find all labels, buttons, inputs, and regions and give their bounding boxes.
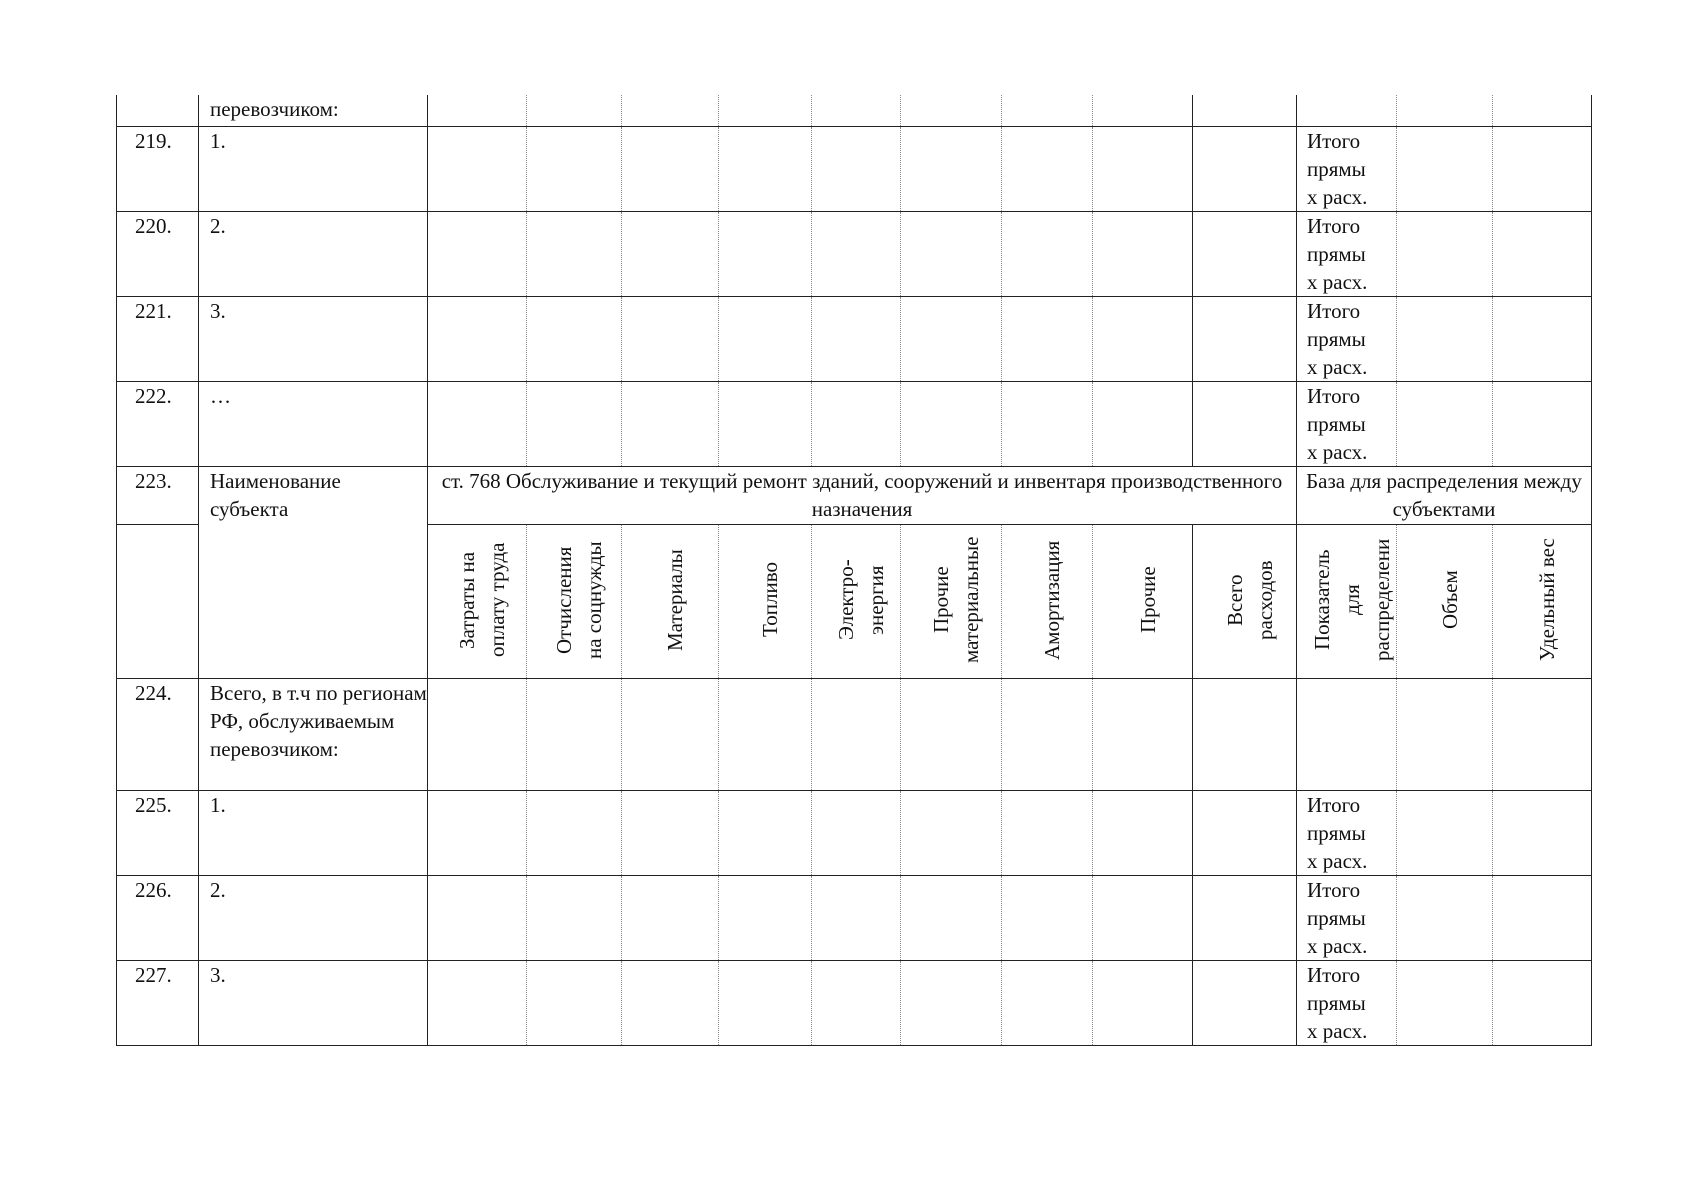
table-row [117,791,1592,876]
cost-distribution-table [116,95,1592,1046]
row-name-cell: Всего, в т.ч по регионам РФ, обслуживаемым перевозчиком: [199,679,428,791]
row-name-cell: перевозчиком: [199,95,428,127]
row-number-cell: 221. [117,297,199,382]
column-header: Удельный вес [1493,525,1592,679]
column-header: Амортизация [1002,525,1093,679]
row-name-cell: … [199,382,428,467]
row-name-cell: 2. [199,876,428,961]
table-row [117,297,1592,382]
row-number-cell: 227. [117,961,199,1046]
table-row [117,95,1592,127]
total-direct-cell: Итого прямы х расх. [1297,127,1397,212]
row-name-cell: 2. [199,212,428,297]
row-number-cell: 226. [117,876,199,961]
column-header: Прочие материальные [901,525,1002,679]
total-direct-cell: Итого прямы х расх. [1297,791,1397,876]
table-header-row [117,467,1592,525]
table-row [117,382,1592,467]
column-header: Прочие [1093,525,1193,679]
subject-name-header: Наименование субъекта [199,467,428,679]
total-direct-cell: Итого прямы х расх. [1297,876,1397,961]
total-direct-cell: Итого прямы х расх. [1297,212,1397,297]
column-header: Всего расходов [1193,525,1297,679]
section-title: ст. 768 Обслуживание и текущий ремонт зданий, сооружений и инвентаря производственного назначения [428,467,1297,525]
column-header: Затраты на оплату труда [428,525,527,679]
column-header: Материалы [622,525,719,679]
table-row [117,876,1592,961]
row-name-cell: 3. [199,297,428,382]
column-header: Объем [1397,525,1493,679]
row-number-cell: 224. [117,679,199,791]
row-number-cell: 223. [117,467,199,525]
table-row [117,127,1592,212]
row-number-cell: 222. [117,382,199,467]
row-name-cell: 3. [199,961,428,1046]
total-direct-cell: Итого прямы х расх. [1297,961,1397,1046]
total-direct-cell: Итого прямы х расх. [1297,382,1397,467]
row-number-cell: 219. [117,127,199,212]
row-name-cell: 1. [199,127,428,212]
distribution-base-title: База для распределения между субъектами [1297,467,1592,525]
table-row [117,212,1592,297]
column-header: Отчисления на соцнужды [527,525,622,679]
row-name-cell: 1. [199,791,428,876]
row-number-cell: 220. [117,212,199,297]
column-header: Показатель для распределени [1297,525,1397,679]
table-row [117,961,1592,1046]
row-number-cell [117,95,199,127]
row-number-cell: 225. [117,791,199,876]
table-row [117,679,1592,791]
total-direct-cell: Итого прямы х расх. [1297,297,1397,382]
column-header: Топливо [719,525,812,679]
column-header: Электро- энергия [812,525,901,679]
